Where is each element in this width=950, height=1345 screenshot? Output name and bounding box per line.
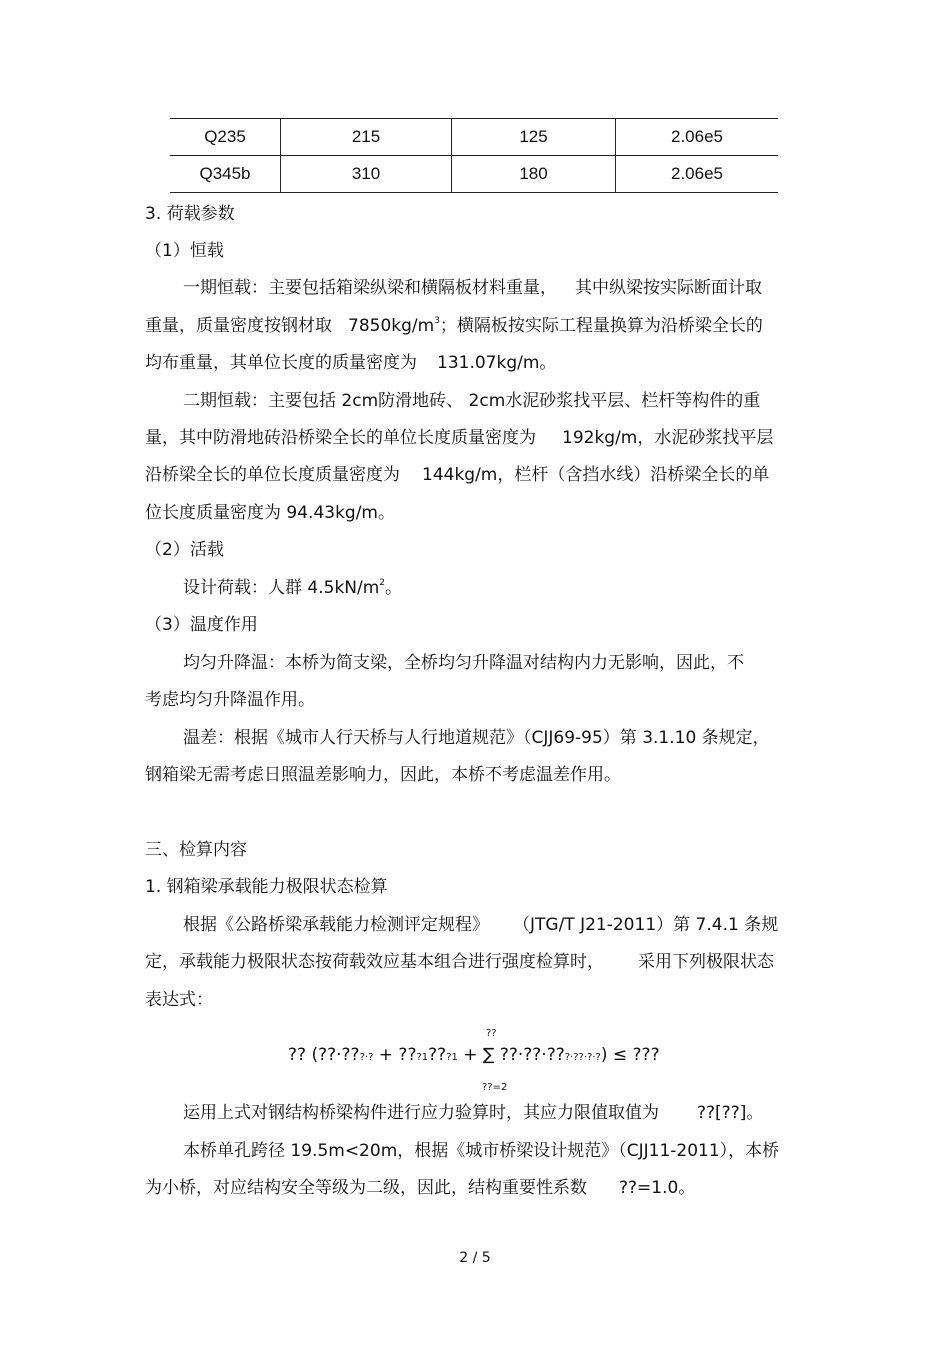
table-cell: 310: [281, 156, 452, 193]
paragraph-line: 考虑均匀升降温作用。: [145, 690, 315, 710]
table-row: [170, 156, 778, 193]
table-cell: 125: [452, 119, 616, 156]
paragraph-line: 二期恒载：主要包括 2cm防滑地砖、 2cm水泥砂浆找平层、栏杆等构件的重: [183, 391, 761, 411]
paragraph-line: 一期恒载：主要包括箱梁纵梁和横隔板材料重量， 其中纵梁按实际断面计取: [183, 278, 762, 298]
subheading-dead-load: （1）恒载: [145, 241, 224, 261]
paragraph-line: 重量，质量密度按钢材取 $7850kg/m^3$；横隔板按实际工程量换算为沿桥梁全长的: [145, 316, 763, 336]
paragraph-line: 表达式：: [145, 990, 213, 1010]
table-cell: Q345b: [199, 164, 251, 183]
table-row: [170, 119, 778, 156]
paragraph-line: 为小桥，对应结构安全等级为二级，因此，结构重要性系数 ??=1.0。: [145, 1178, 696, 1198]
table-cell: 215: [281, 119, 452, 156]
material-table: [170, 118, 778, 193]
paragraph-line: 根据《公路桥梁承载能力检测评定规程》 （JTG/T J21-2011）第 7.4.1 条规: [183, 915, 779, 935]
paragraph-line: 量，其中防滑地砖沿桥梁全长的单位长度质量密度为 192kg/m，水泥砂浆找平层: [145, 428, 774, 448]
subheading-temperature: （3）温度作用: [145, 615, 258, 635]
paragraph-line: 运用上式对钢结构桥梁构件进行应力验算时，其应力限值取值为 ??[??]。: [183, 1103, 764, 1123]
paragraph-line: 位长度质量密度为 94.43kg/m。: [145, 503, 395, 523]
table-cell: 180: [452, 156, 616, 193]
table-cell: 2.06e5: [616, 156, 779, 193]
paragraph-line: 定，承载能力极限状态按荷载效应基本组合进行强度检算时， 采用下列极限状态: [145, 952, 774, 972]
limit-state-formula: ?? (??·???·? + ???1???1 + ∑ ??·??·???·??·?·?) ≤ ???: [288, 1045, 660, 1065]
page-number: 2 / 5: [459, 1250, 491, 1266]
section-heading-load: 3. 荷载参数: [145, 204, 235, 224]
subheading-capacity-check: 1. 钢箱梁承载能力极限状态检算: [145, 877, 388, 897]
section-heading-check: 三、检算内容: [145, 840, 247, 860]
formula-sum-lower: ??=2: [482, 1082, 508, 1093]
paragraph-line: 钢箱梁无需考虑日照温差影响力，因此，本桥不考虑温差作用。: [145, 765, 621, 785]
subheading-live-load: （2）活载: [145, 540, 224, 560]
paragraph-line: 设计荷载：人群 $4.5kN/m^2$。: [183, 578, 403, 598]
table-cell: Q235: [204, 127, 246, 146]
paragraph-line: 均布重量，其单位长度的质量密度为 131.07kg/m。: [145, 353, 557, 373]
paragraph-line: 温差：根据《城市人行天桥与人行地道规范》（CJJ69-95）第 3.1.10 条规定，: [183, 728, 770, 748]
table-cell: 2.06e5: [616, 119, 779, 156]
paragraph-line: 均匀升降温：本桥为简支梁，全桥均匀升降温对结构内力无影响，因此，不: [183, 653, 744, 673]
formula-sum-upper: ??: [486, 1028, 497, 1039]
paragraph-line: 本桥单孔跨径 19.5m<20m，根据《城市桥梁设计规范》（CJJ11-2011），本桥: [183, 1141, 780, 1161]
paragraph-line: 沿桥梁全长的单位长度质量密度为 144kg/m，栏杆（含挡水线）沿桥梁全长的单: [145, 465, 770, 485]
